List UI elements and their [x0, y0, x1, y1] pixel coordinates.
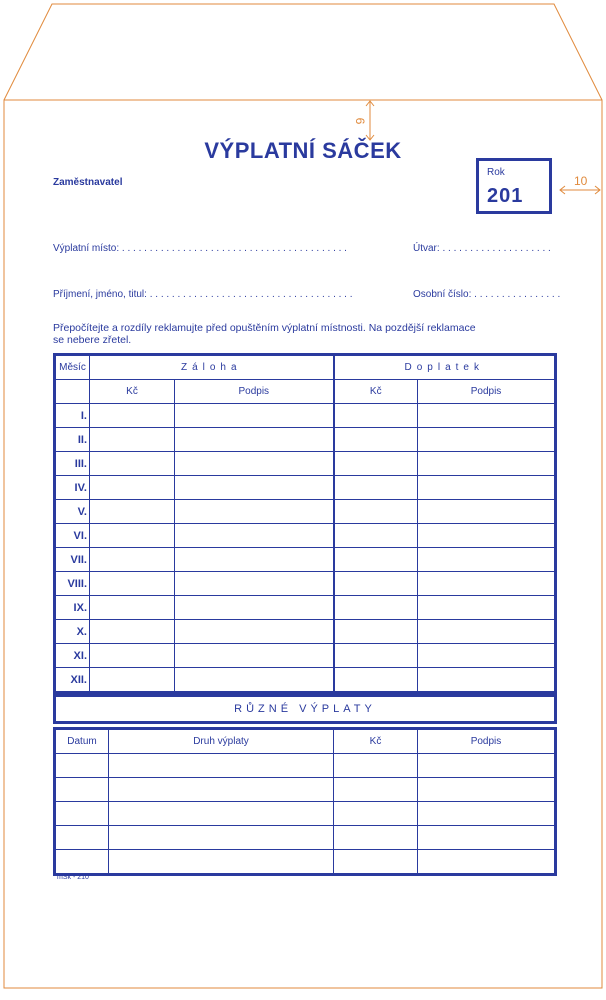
- surcharge-signature-cell[interactable]: [418, 500, 556, 524]
- payment-type-cell[interactable]: [109, 826, 334, 850]
- date-cell[interactable]: [55, 754, 109, 778]
- surcharge-kc-cell[interactable]: [334, 500, 418, 524]
- surcharge-signature-cell[interactable]: [418, 524, 556, 548]
- surcharge-kc-cell[interactable]: [334, 668, 418, 693]
- surcharge-kc-cell[interactable]: [334, 644, 418, 668]
- dimension-top-label: 9: [353, 117, 368, 125]
- misc-kc-cell[interactable]: [334, 778, 418, 802]
- form-code: mSk - 210: [57, 874, 89, 881]
- name-label: Příjmení, jméno, titul:: [53, 289, 147, 300]
- month-row: [55, 620, 556, 644]
- month-label: VIII.: [55, 572, 90, 596]
- date-header: Datum: [55, 729, 109, 754]
- surcharge-signature-cell[interactable]: [418, 404, 556, 428]
- misc-kc-cell[interactable]: [334, 754, 418, 778]
- surcharge-header: Doplatek: [334, 355, 556, 380]
- department-field[interactable]: Útvar: . . . . . . . . . . . . . . . . . . . .: [413, 243, 551, 254]
- misc-signature-cell[interactable]: [418, 754, 556, 778]
- note-line-1: Přepočítejte a rozdíly reklamujte před opuštěním výplatní místnosti. Na pozdější reklamace: [53, 322, 476, 334]
- month-row: [55, 668, 556, 693]
- surcharge-kc-cell[interactable]: [334, 524, 418, 548]
- advance-signature-cell[interactable]: [175, 548, 334, 572]
- date-cell[interactable]: [55, 826, 109, 850]
- month-row: [55, 428, 556, 452]
- surcharge-signature-cell[interactable]: [418, 572, 556, 596]
- month-row: [55, 476, 556, 500]
- misc-signature-cell[interactable]: [418, 802, 556, 826]
- surcharge-kc-cell[interactable]: [334, 428, 418, 452]
- advance-kc-cell[interactable]: [90, 668, 175, 693]
- surcharge-kc-cell[interactable]: [334, 572, 418, 596]
- date-cell[interactable]: [55, 850, 109, 875]
- month-label: IX.: [55, 596, 90, 620]
- misc-signature-cell[interactable]: [418, 850, 556, 875]
- advance-kc-cell[interactable]: [90, 620, 175, 644]
- payment-type-cell[interactable]: [109, 802, 334, 826]
- month-row: [55, 548, 556, 572]
- misc-row: [55, 778, 556, 802]
- surcharge-signature-cell[interactable]: [418, 620, 556, 644]
- advance-signature-cell[interactable]: [175, 524, 334, 548]
- personal-number-field[interactable]: Osobní číslo: . . . . . . . . . . . . . . . .: [413, 289, 561, 300]
- surcharge-signature-cell[interactable]: [418, 548, 556, 572]
- misc-signature-header: Podpis: [418, 729, 556, 754]
- month-row: [55, 500, 556, 524]
- year-label: Rok: [487, 167, 505, 178]
- misc-kc-cell[interactable]: [334, 826, 418, 850]
- misc-signature-cell[interactable]: [418, 778, 556, 802]
- advance-kc-cell[interactable]: [90, 404, 175, 428]
- misc-kc-cell[interactable]: [334, 850, 418, 875]
- misc-row: [55, 754, 556, 778]
- payment-type-header: Druh výplaty: [109, 729, 334, 754]
- advance-kc-cell[interactable]: [90, 476, 175, 500]
- place-label: Výplatní místo:: [53, 243, 120, 254]
- advance-signature-cell[interactable]: [175, 500, 334, 524]
- surcharge-signature-cell[interactable]: [418, 476, 556, 500]
- month-label: XII.: [55, 668, 90, 693]
- month-row: [55, 452, 556, 476]
- name-field[interactable]: Příjmení, jméno, titul: . . . . . . . . . . . . . . . . . . . . . . . . . . . . . . . . . . . . .: [53, 289, 353, 300]
- note-line-2: se nebere zřetel.: [53, 334, 132, 346]
- advance-kc-cell[interactable]: [90, 452, 175, 476]
- month-label: X.: [55, 620, 90, 644]
- advance-signature-cell[interactable]: [175, 620, 334, 644]
- advance-signature-cell[interactable]: [175, 572, 334, 596]
- advance-kc-cell[interactable]: [90, 428, 175, 452]
- year-box[interactable]: [476, 158, 552, 214]
- reclamation-note: [53, 322, 563, 346]
- advance-signature-cell[interactable]: [175, 668, 334, 693]
- misc-row: [55, 802, 556, 826]
- date-cell[interactable]: [55, 802, 109, 826]
- payment-type-cell[interactable]: [109, 754, 334, 778]
- year-value: 201: [487, 185, 524, 207]
- month-label: VI.: [55, 524, 90, 548]
- month-label: XI.: [55, 644, 90, 668]
- advance-kc-cell[interactable]: [90, 644, 175, 668]
- department-label: Útvar:: [413, 243, 440, 254]
- surcharge-signature-cell[interactable]: [418, 428, 556, 452]
- surcharge-signature-cell[interactable]: [418, 596, 556, 620]
- advance-signature-cell[interactable]: [175, 644, 334, 668]
- surcharge-kc-cell[interactable]: [334, 452, 418, 476]
- personal-number-label: Osobní číslo:: [413, 289, 472, 300]
- advance-kc-cell[interactable]: [90, 548, 175, 572]
- surcharge-kc-cell[interactable]: [334, 620, 418, 644]
- misc-kc-header: Kč: [334, 729, 418, 754]
- form-title: VÝPLATNÍ SÁČEK: [204, 138, 402, 163]
- surcharge-kc-cell[interactable]: [334, 476, 418, 500]
- dimension-right-label: 10: [574, 174, 588, 188]
- advance-kc-cell[interactable]: [90, 500, 175, 524]
- surcharge-kc-header: Kč: [334, 380, 418, 404]
- advance-signature-cell[interactable]: [175, 428, 334, 452]
- surcharge-signature-cell[interactable]: [418, 668, 556, 693]
- month-label: III.: [55, 452, 90, 476]
- month-header: Měsíc: [55, 355, 90, 380]
- misc-payments-title: RŮZNÉ VÝPLATY: [53, 694, 557, 724]
- misc-row: [55, 826, 556, 850]
- misc-signature-cell[interactable]: [418, 826, 556, 850]
- misc-row: [55, 850, 556, 875]
- advance-signature-header: Podpis: [175, 380, 334, 404]
- surcharge-kc-cell[interactable]: [334, 548, 418, 572]
- advance-kc-cell[interactable]: [90, 572, 175, 596]
- advance-signature-cell[interactable]: [175, 404, 334, 428]
- misc-payments-table: [53, 727, 557, 876]
- month-row: [55, 404, 556, 428]
- date-cell[interactable]: [55, 778, 109, 802]
- month-label: II.: [55, 428, 90, 452]
- advance-header: Záloha: [90, 355, 334, 380]
- month-label: V.: [55, 500, 90, 524]
- surcharge-kc-cell[interactable]: [334, 596, 418, 620]
- month-row: [55, 572, 556, 596]
- surcharge-signature-header: Podpis: [418, 380, 556, 404]
- advance-signature-cell[interactable]: [175, 476, 334, 500]
- advance-kc-cell[interactable]: [90, 524, 175, 548]
- misc-kc-cell[interactable]: [334, 802, 418, 826]
- advance-kc-header: Kč: [90, 380, 175, 404]
- surcharge-kc-cell[interactable]: [334, 404, 418, 428]
- advance-signature-cell[interactable]: [175, 452, 334, 476]
- surcharge-signature-cell[interactable]: [418, 644, 556, 668]
- advance-kc-cell[interactable]: [90, 596, 175, 620]
- payment-type-cell[interactable]: [109, 850, 334, 875]
- advance-signature-cell[interactable]: [175, 596, 334, 620]
- month-label: VII.: [55, 548, 90, 572]
- month-row: [55, 644, 556, 668]
- employer-label: Zaměstnavatel: [53, 177, 123, 188]
- place-field[interactable]: Výplatní místo: . . . . . . . . . . . . . . . . . . . . . . . . . . . . . . . . . . . . . . . . .: [53, 243, 347, 254]
- month-label: IV.: [55, 476, 90, 500]
- surcharge-signature-cell[interactable]: [418, 452, 556, 476]
- payment-table: [53, 353, 557, 694]
- payment-type-cell[interactable]: [109, 778, 334, 802]
- month-label: I.: [55, 404, 90, 428]
- month-row: [55, 596, 556, 620]
- month-row: [55, 524, 556, 548]
